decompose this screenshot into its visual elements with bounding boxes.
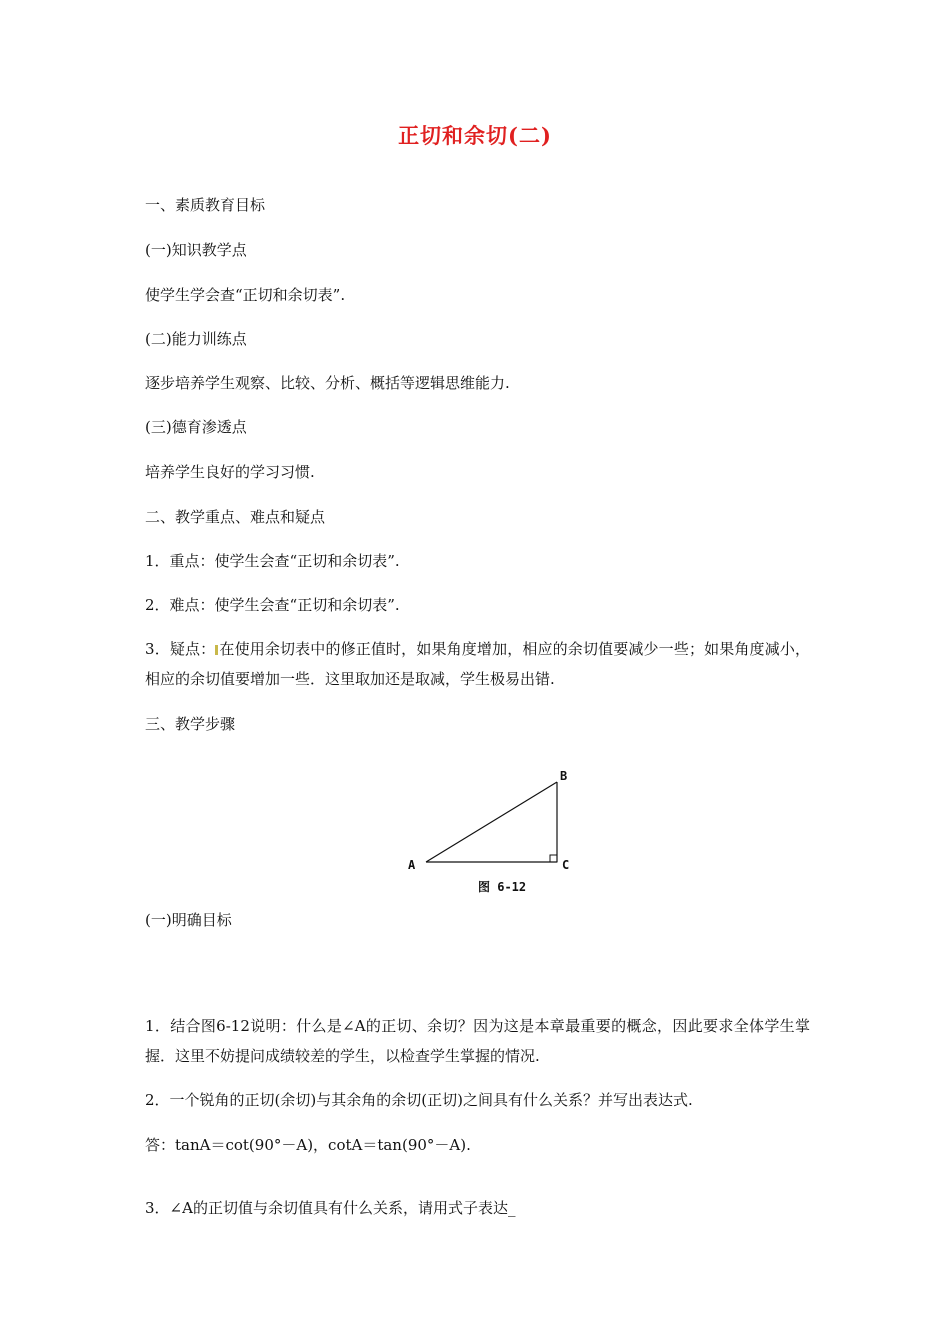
section-heading-2: 二、教学重点、难点和疑点 (145, 508, 326, 526)
figure-caption: 图 6-12 (478, 880, 527, 894)
section-heading-1: 一、素质教育目标 (145, 196, 266, 214)
paragraph-ability: 逐步培养学生观察、比较、分析、概括等逻辑思维能力. (145, 374, 510, 392)
vertex-label-b: B (560, 769, 568, 783)
question-3: 3．∠A的正切值与余切值具有什么关系，请用式子表达_ (145, 1199, 516, 1217)
figure-6-12 (400, 765, 590, 900)
paragraph-moral: 培养学生良好的学习习惯. (145, 463, 315, 481)
subsection-heading-moral: (三)德育渗透点 (145, 418, 247, 436)
question-2: 2．一个锐角的正切(余切)与其余角的余切(正切)之间具有什么关系？并写出表达式. (145, 1091, 693, 1109)
subsection-heading-knowledge: (一)知识教学点 (145, 241, 247, 259)
highlight-mark (215, 645, 218, 655)
vertex-label-a: A (408, 858, 416, 872)
doubt-text: 在使用余切表中的修正值时，如果角度增加，相应的余切值要减少一些；如果角度减小，相应的余切值要增加一些．这里取加还是取减，学生极易出错. (145, 640, 810, 688)
section-heading-3: 三、教学步骤 (145, 715, 236, 733)
list-item-key-point: 1．重点：使学生会查“正切和余切表”. (145, 552, 400, 570)
question-1: 1．结合图6-12说明：什么是∠A的正切、余切？因为这是本章最重要的概念，因此要求全体学生掌握．这里不妨提问成绩较差的学生，以检查学生掌握的情况. (145, 1017, 810, 1065)
paragraph-knowledge: 使学生学会查“正切和余切表”. (145, 286, 346, 304)
answer-2: 答：tanA＝cot(90°－A)，cotA＝tan(90°－A). (145, 1136, 471, 1154)
right-triangle-diagram (400, 765, 590, 900)
list-item-difficulty: 2．难点：使学生会查“正切和余切表”. (145, 596, 400, 614)
list-item-doubt (145, 634, 810, 694)
vertex-label-c: C (562, 858, 570, 872)
subsection-heading-goals: (一)明确目标 (145, 911, 232, 929)
doubt-label: 3．疑点： (145, 640, 216, 658)
subsection-heading-ability: (二)能力训练点 (145, 330, 247, 348)
document-title: 正切和余切(二) (398, 123, 552, 148)
right-angle-marker (550, 855, 557, 862)
hypotenuse-ab (426, 782, 557, 862)
